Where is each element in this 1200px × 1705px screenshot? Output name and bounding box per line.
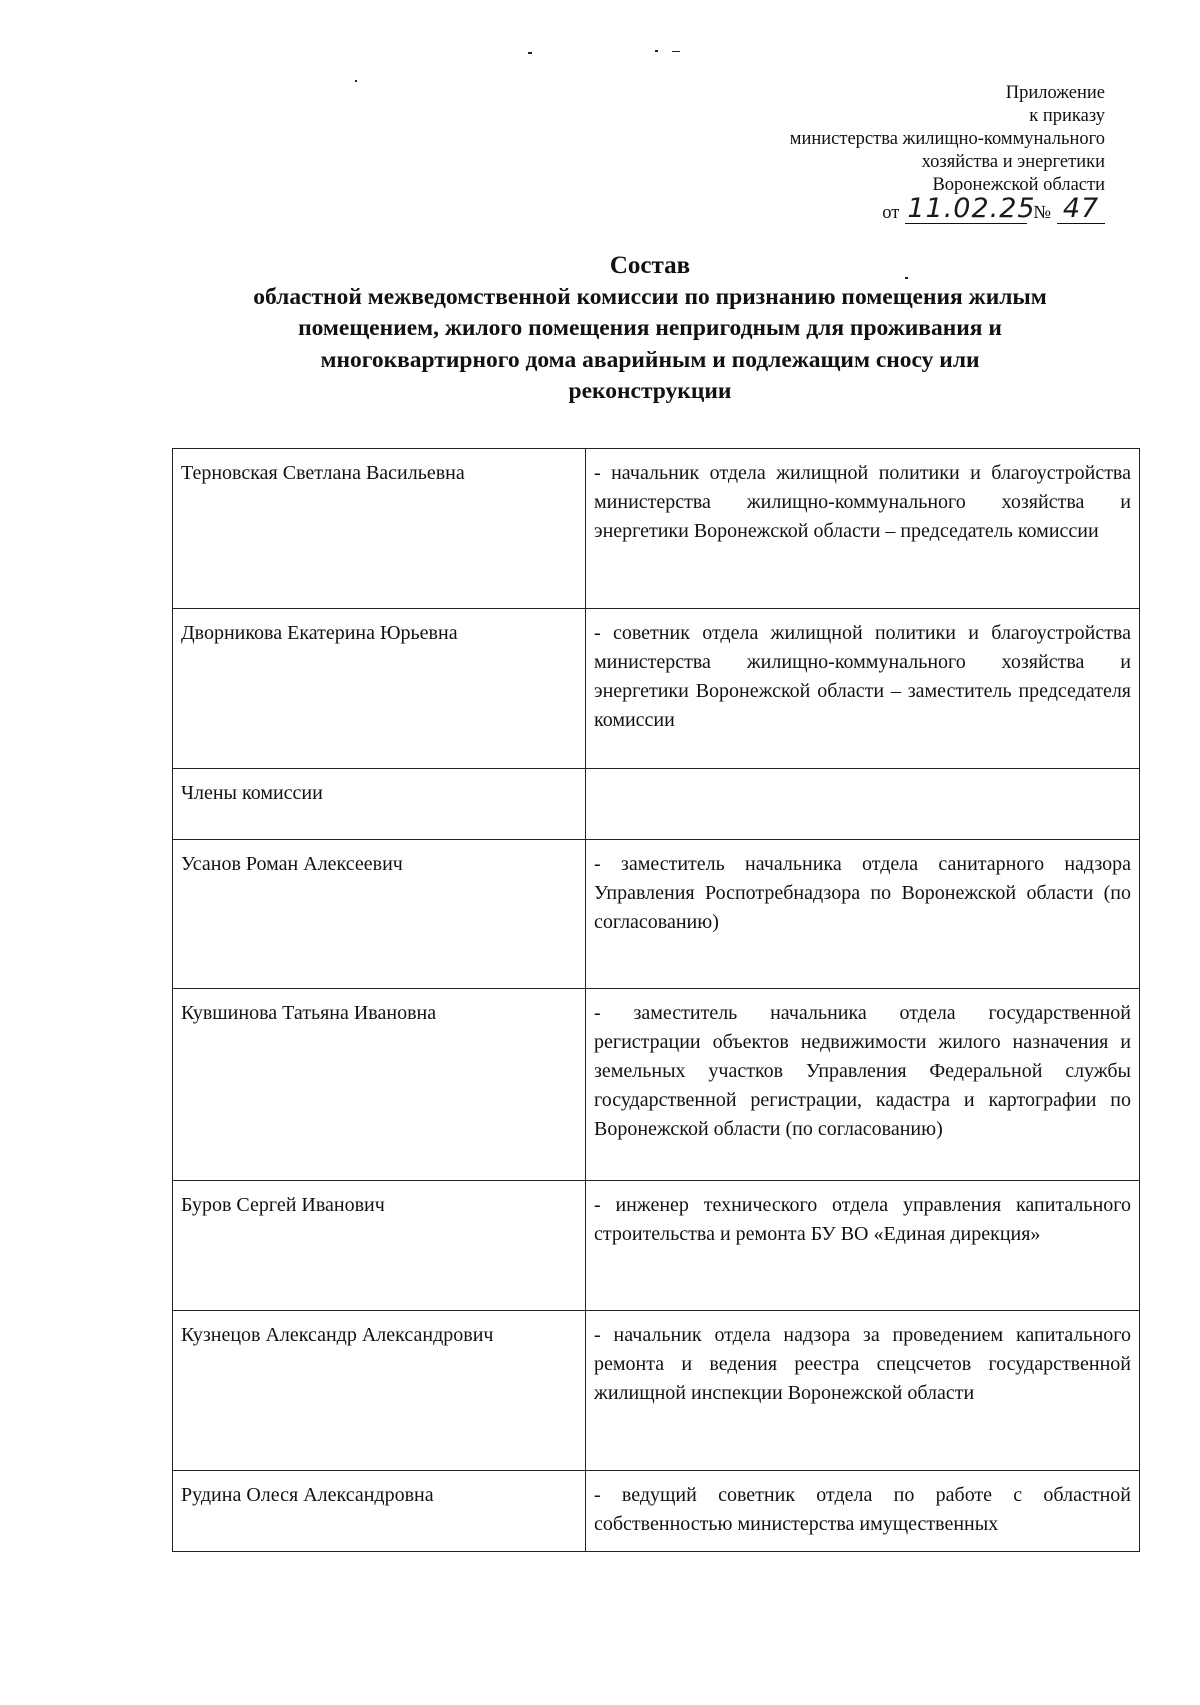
- member-role: - заместитель начальника отдела санитарного надзора Управления Роспотребнадзора по Воронежской области (по согласованию): [586, 840, 1140, 989]
- date-prefix: от: [882, 203, 900, 223]
- member-role: - ведущий советник отдела по работе с областной собственностью министерства имущественных: [586, 1471, 1140, 1552]
- member-role: - заместитель начальника отдела государственной регистрации объектов недвижимости жилого назначения и земельных участков Управления Федеральной службы государственной регистрации, кадастра и картографии по Воронежской области (по согласованию): [586, 989, 1140, 1181]
- table-row: [173, 769, 1140, 840]
- table-row: [173, 1471, 1140, 1552]
- title-line: многоквартирного дома аварийным и подлежащим сносу или: [320, 346, 980, 373]
- member-name: Кузнецов Александр Александрович: [173, 1311, 586, 1471]
- section-label: Члены комиссии: [173, 769, 586, 840]
- table-row: [173, 840, 1140, 989]
- member-role: - советник отдела жилищной политики и благоустройства министерства жилищно-коммунального хозяйства и энергетики Воронежской области – заместитель председателя комиссии: [586, 609, 1140, 769]
- document-title: [150, 250, 1150, 408]
- member-name: Рудина Олеся Александровна: [173, 1471, 586, 1552]
- table-row: [173, 1181, 1140, 1311]
- table-row: [173, 609, 1140, 769]
- header-line: хозяйства и энергетики: [921, 152, 1105, 172]
- title-main: Состав: [609, 252, 691, 279]
- member-role: - начальник отдела надзора за проведением капитального ремонта и ведения реестра спецсчетов государственной жилищной инспекции Воронежской области: [586, 1311, 1140, 1471]
- title-line: областной межведомственной комиссии по признанию помещения жилым: [253, 283, 1047, 310]
- header-line: Приложение: [1005, 83, 1105, 103]
- handwritten-number: 47: [1057, 196, 1105, 224]
- member-role: [586, 769, 1140, 840]
- member-name: Буров Сергей Иванович: [173, 1181, 586, 1311]
- number-prefix: №: [1033, 203, 1051, 223]
- member-name: Усанов Роман Алексеевич: [173, 840, 586, 989]
- appendix-header: [790, 82, 1105, 197]
- member-name: Кувшинова Татьяна Ивановна: [173, 989, 586, 1181]
- header-line: Воронежской области: [932, 175, 1105, 195]
- member-name: Терновская Светлана Васильевна: [173, 449, 586, 609]
- title-line: помещением, жилого помещения непригодным для проживания и: [298, 315, 1002, 341]
- table-row: [173, 449, 1140, 609]
- handwritten-date: 11.02.25: [907, 193, 1036, 224]
- order-date-line: [882, 193, 1105, 224]
- header-line: к приказу: [1029, 106, 1105, 126]
- table-row: [173, 989, 1140, 1181]
- members-table: [172, 448, 1140, 1552]
- member-name: Дворникова Екатерина Юрьевна: [173, 609, 586, 769]
- table-row: [173, 1311, 1140, 1471]
- title-line: реконструкции: [568, 378, 732, 404]
- member-role: - начальник отдела жилищной политики и благоустройства министерства жилищно-коммунального хозяйства и энергетики Воронежской области – председатель комиссии: [586, 449, 1140, 609]
- header-line: министерства жилищно-коммунального: [789, 129, 1105, 149]
- member-role: - инженер технического отдела управления капитального строительства и ремонта БУ ВО «Единая дирекция»: [586, 1181, 1140, 1311]
